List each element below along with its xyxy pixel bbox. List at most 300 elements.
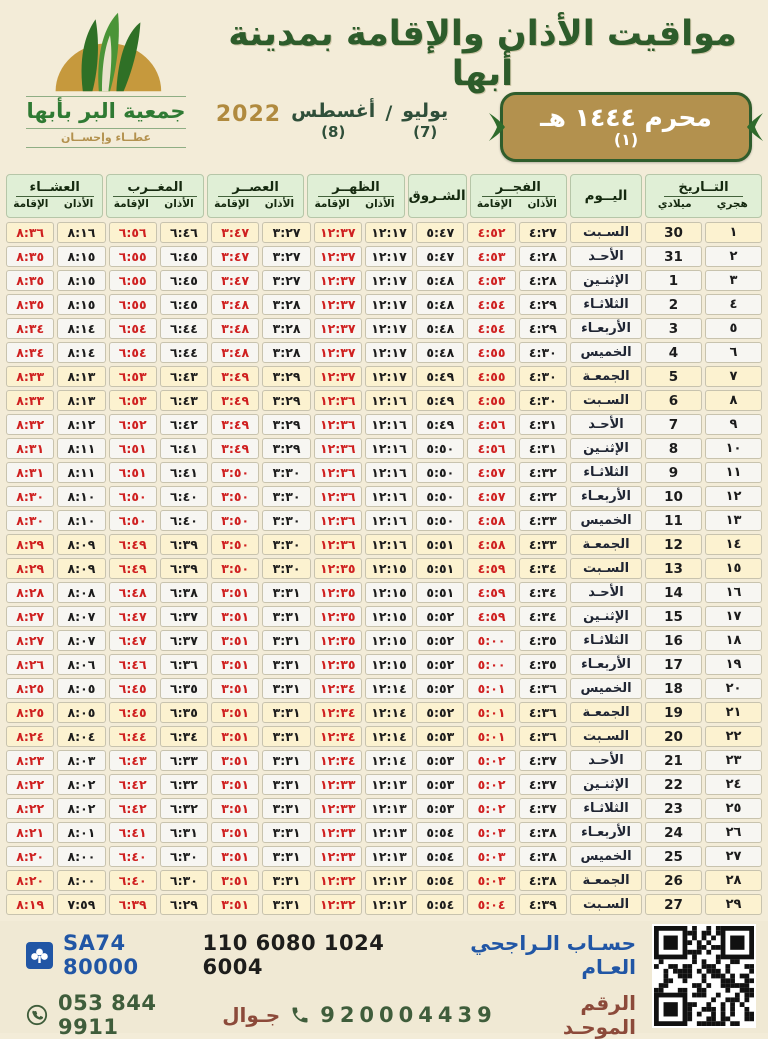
fajr-iqama-cell: ٥:٠١ [467,726,515,747]
asr-adhan-cell: ٣:٣١ [262,606,310,627]
gregorian-date-cell: 2 [645,294,702,315]
isha-adhan-cell: ٨:١٥ [57,294,105,315]
dhuhr-adhan-cell: ١٢:١٧ [365,294,413,315]
table-row [6,246,762,267]
hijri-date-cell: ٢ [705,246,762,267]
asr-adhan-cell: ٣:٣١ [262,774,310,795]
fajr-iqama-cell: ٥:٠٤ [467,894,515,915]
hijri-date-cell: ٢٤ [705,774,762,795]
day-name-cell: الخميس [570,510,642,531]
table-row [6,774,762,795]
shuruq-cell: ٥:٥٠ [416,510,464,531]
fajr-adhan-cell: ٤:٢٩ [519,318,567,339]
isha-iqama-cell: ٨:٢٥ [6,702,54,723]
isha-iqama-cell: ٨:٣٤ [6,318,54,339]
dhuhr-adhan-cell: ١٢:١٦ [365,414,413,435]
isha-iqama-cell: ٨:٢٢ [6,774,54,795]
maghrib-adhan-cell: ٦:٤٣ [160,366,208,387]
fajr-adhan-cell: ٤:٣٣ [519,510,567,531]
day-name-cell: الخميس [570,678,642,699]
hijri-date-cell: ١ [705,222,762,243]
isha-iqama-cell: ٨:٢٢ [6,798,54,819]
gregorian-date-cell: 27 [645,894,702,915]
asr-iqama-cell: ٣:٤٩ [211,414,259,435]
hijri-date-cell: ١٤ [705,534,762,555]
table-row [6,894,762,915]
month-august: أغسطس (8) [291,100,376,141]
months-separator: / [385,102,393,124]
dhuhr-adhan-cell: ١٢:١٧ [365,318,413,339]
asr-adhan-cell: ٣:٣١ [262,654,310,675]
dhuhr-adhan-cell: ١٢:١٢ [365,894,413,915]
dhuhr-adhan-cell: ١٢:١٧ [365,270,413,291]
asr-iqama-cell: ٣:٥١ [211,798,259,819]
asr-adhan-cell: ٣:٣١ [262,822,310,843]
isha-iqama-cell: ٨:٢٨ [6,582,54,603]
maghrib-adhan-cell: ٦:٣٧ [160,630,208,651]
maghrib-iqama-cell: ٦:٥٦ [109,222,157,243]
fajr-adhan-cell: ٤:٣٨ [519,822,567,843]
asr-iqama-cell: ٣:٥١ [211,846,259,867]
day-name-cell: السـبت [570,390,642,411]
dhuhr-iqama-cell: ١٢:٣٢ [314,894,362,915]
shuruq-cell: ٥:٤٩ [416,414,464,435]
gregorian-date-cell: 25 [645,846,702,867]
fajr-iqama-cell: ٤:٥٦ [467,414,515,435]
maghrib-iqama-cell: ٦:٤٩ [109,534,157,555]
dhuhr-iqama-cell: ١٢:٣٦ [314,486,362,507]
isha-iqama-cell: ٨:٢٩ [6,558,54,579]
asr-adhan-cell: ٣:٢٩ [262,366,310,387]
fajr-iqama-cell: ٤:٥٤ [467,318,515,339]
gregorian-date-cell: 22 [645,774,702,795]
asr-adhan-cell: ٣:٢٨ [262,294,310,315]
isha-iqama-cell: ٨:٣١ [6,438,54,459]
asr-adhan-cell: ٣:٣٠ [262,534,310,555]
dhuhr-adhan-cell: ١٢:١٥ [365,582,413,603]
isha-iqama-cell: ٨:٢٧ [6,606,54,627]
gregorian-date-cell: 8 [645,438,702,459]
gregorian-date-cell: 16 [645,630,702,651]
dhuhr-adhan-cell: ١٢:١٦ [365,438,413,459]
maghrib-iqama-cell: ٦:٤٤ [109,726,157,747]
col-subheader-adhan: الأذان [527,198,557,211]
maghrib-iqama-cell: ٦:٥٠ [109,486,157,507]
gregorian-date-cell: 17 [645,654,702,675]
fajr-iqama-cell: ٤:٥٤ [467,294,515,315]
asr-adhan-cell: ٣:٣١ [262,870,310,891]
day-name-cell: الجمعـة [570,870,642,891]
table-row [6,366,762,387]
dhuhr-adhan-cell: ١٢:١٤ [365,726,413,747]
table-row [6,486,762,507]
shuruq-cell: ٥:٥١ [416,558,464,579]
hijri-date-cell: ١٠ [705,438,762,459]
gregorian-date-cell: 4 [645,342,702,363]
gregorian-date-cell: 5 [645,366,702,387]
maghrib-iqama-cell: ٦:٥٢ [109,414,157,435]
fajr-iqama-cell: ٤:٥٧ [467,486,515,507]
asr-adhan-cell: ٣:٣١ [262,630,310,651]
asr-adhan-cell: ٣:٣١ [262,894,310,915]
fajr-iqama-cell: ٥:٠٢ [467,774,515,795]
isha-adhan-cell: ٧:٥٩ [57,894,105,915]
asr-iqama-cell: ٣:٥١ [211,654,259,675]
asr-adhan-cell: ٣:٢٨ [262,318,310,339]
fajr-iqama-cell: ٥:٠٢ [467,750,515,771]
fajr-adhan-cell: ٤:٣٠ [519,342,567,363]
maghrib-adhan-cell: ٦:٣٩ [160,534,208,555]
fajr-adhan-cell: ٤:٣٠ [519,390,567,411]
fajr-adhan-cell: ٤:٣٧ [519,774,567,795]
gregorian-date-cell: 15 [645,606,702,627]
day-name-cell: الثلاثـاء [570,798,642,819]
asr-iqama-cell: ٣:٤٨ [211,342,259,363]
fajr-iqama-cell: ٤:٥٩ [467,558,515,579]
dhuhr-adhan-cell: ١٢:١٣ [365,822,413,843]
col-header-day: اليــوم [570,174,642,218]
fajr-iqama-cell: ٥:٠١ [467,678,515,699]
isha-adhan-cell: ٨:٠١ [57,822,105,843]
dhuhr-iqama-cell: ١٢:٣٢ [314,870,362,891]
fajr-iqama-cell: ٥:٠١ [467,702,515,723]
shuruq-cell: ٥:٥٢ [416,678,464,699]
dhuhr-iqama-cell: ١٢:٣٣ [314,774,362,795]
dhuhr-adhan-cell: ١٢:١٣ [365,798,413,819]
maghrib-iqama-cell: ٦:٥٣ [109,366,157,387]
dhuhr-iqama-cell: ١٢:٣٤ [314,678,362,699]
isha-iqama-cell: ٨:٣٥ [6,294,54,315]
shuruq-cell: ٥:٥٠ [416,438,464,459]
isha-iqama-cell: ٨:٣٣ [6,390,54,411]
gregorian-date-cell: 26 [645,870,702,891]
shuruq-cell: ٥:٥٢ [416,702,464,723]
gregorian-months [198,100,466,160]
fajr-iqama-cell: ٤:٥٩ [467,606,515,627]
hijri-date-cell: ٨ [705,390,762,411]
fajr-adhan-cell: ٤:٢٨ [519,246,567,267]
isha-adhan-cell: ٨:٠٠ [57,846,105,867]
dhuhr-adhan-cell: ١٢:١٢ [365,870,413,891]
gregorian-date-cell: 30 [645,222,702,243]
col-subheader-iqama: الإقامة [13,198,49,211]
maghrib-iqama-cell: ٦:٥٥ [109,294,157,315]
gregorian-date-cell: 19 [645,702,702,723]
gregorian-date-cell: 23 [645,798,702,819]
maghrib-adhan-cell: ٦:٣٣ [160,750,208,771]
shuruq-cell: ٥:٥٢ [416,630,464,651]
fajr-adhan-cell: ٤:٣٤ [519,582,567,603]
fajr-iqama-cell: ٤:٥٥ [467,390,515,411]
day-name-cell: الأربعـاء [570,822,642,843]
fajr-adhan-cell: ٤:٣٦ [519,678,567,699]
isha-adhan-cell: ٨:٠٢ [57,798,105,819]
fajr-iqama-cell: ٥:٠٣ [467,822,515,843]
fajr-adhan-cell: ٤:٣٣ [519,534,567,555]
asr-adhan-cell: ٣:٣٠ [262,462,310,483]
maghrib-iqama-cell: ٦:٤٣ [109,750,157,771]
shuruq-cell: ٥:٥٣ [416,750,464,771]
maghrib-iqama-cell: ٦:٥١ [109,438,157,459]
dhuhr-adhan-cell: ١٢:١٦ [365,462,413,483]
dhuhr-adhan-cell: ١٢:١٤ [365,702,413,723]
dhuhr-adhan-cell: ١٢:١٥ [365,654,413,675]
gregorian-date-cell: 13 [645,558,702,579]
fajr-iqama-cell: ٤:٥٦ [467,438,515,459]
shuruq-cell: ٥:٤٨ [416,318,464,339]
asr-iqama-cell: ٣:٥١ [211,726,259,747]
dhuhr-iqama-cell: ١٢:٣٥ [314,582,362,603]
isha-adhan-cell: ٨:٠٧ [57,630,105,651]
fajr-iqama-cell: ٤:٥٥ [467,366,515,387]
col-subheader-adhan: الأذان [63,198,94,211]
isha-adhan-cell: ٨:١٣ [57,366,105,387]
fajr-adhan-cell: ٤:٣٠ [519,366,567,387]
shuruq-cell: ٥:٤٩ [416,366,464,387]
table-row [6,726,762,747]
hijri-date-cell: ٢٦ [705,822,762,843]
maghrib-iqama-cell: ٦:٥٥ [109,246,157,267]
isha-iqama-cell: ٨:٣٠ [6,486,54,507]
asr-adhan-cell: ٣:٣٠ [262,486,310,507]
asr-iqama-cell: ٣:٥١ [211,822,259,843]
maghrib-adhan-cell: ٦:٢٩ [160,894,208,915]
fajr-adhan-cell: ٤:٣٨ [519,846,567,867]
day-name-cell: الأربعـاء [570,654,642,675]
isha-iqama-cell: ٨:١٩ [6,894,54,915]
hijri-month-badge [500,92,752,162]
hijri-month-label: محرم ١٤٤٤ هـ [540,102,712,132]
isha-adhan-cell: ٨:١٤ [57,318,105,339]
isha-adhan-cell: ٨:١٥ [57,246,105,267]
day-name-cell: السـبت [570,894,642,915]
asr-adhan-cell: ٣:٣١ [262,798,310,819]
table-row [6,510,762,531]
year-label: 2022 [215,102,282,127]
shuruq-cell: ٥:٥٤ [416,822,464,843]
table-row [6,558,762,579]
dhuhr-iqama-cell: ١٢:٣٧ [314,270,362,291]
col-subheader-iqama: الإقامة [214,198,250,211]
isha-iqama-cell: ٨:٣٦ [6,222,54,243]
maghrib-iqama-cell: ٦:٣٩ [109,894,157,915]
day-name-cell: السـبت [570,558,642,579]
table-row [6,654,762,675]
dhuhr-iqama-cell: ١٢:٣٥ [314,606,362,627]
maghrib-adhan-cell: ٦:٣٢ [160,774,208,795]
day-name-cell: الأحـد [570,414,642,435]
qr-code [652,924,756,1028]
day-name-cell: الأحـد [570,750,642,771]
unified-number: 920004439 [320,1003,497,1027]
dhuhr-iqama-cell: ١٢:٣٧ [314,366,362,387]
unified-number-label: الرقم الموحـد [562,991,636,1039]
table-row [6,342,762,363]
asr-iqama-cell: ٣:٤٨ [211,318,259,339]
prayer-times-table [0,174,768,915]
asr-adhan-cell: ٣:٢٧ [262,222,310,243]
gregorian-date-cell: 18 [645,678,702,699]
hijri-date-cell: ١٩ [705,654,762,675]
maghrib-iqama-cell: ٦:٥١ [109,462,157,483]
dhuhr-adhan-cell: ١٢:١٧ [365,342,413,363]
dhuhr-adhan-cell: ١٢:١٥ [365,558,413,579]
maghrib-iqama-cell: ٦:٤٦ [109,654,157,675]
gregorian-date-cell: 1 [645,270,702,291]
dhuhr-iqama-cell: ١٢:٣٥ [314,558,362,579]
asr-adhan-cell: ٣:٣١ [262,702,310,723]
table-row [6,846,762,867]
fajr-adhan-cell: ٤:٢٩ [519,294,567,315]
day-name-cell: الإثنـين [570,438,642,459]
isha-iqama-cell: ٨:٣٠ [6,510,54,531]
day-name-cell: الأربعـاء [570,486,642,507]
dhuhr-iqama-cell: ١٢:٣٣ [314,846,362,867]
table-row [6,534,762,555]
maghrib-adhan-cell: ٦:٤٥ [160,270,208,291]
mobile-number: 053 844 9911 [58,991,157,1039]
fajr-iqama-cell: ٤:٥٨ [467,534,515,555]
maghrib-iqama-cell: ٦:٤١ [109,822,157,843]
shuruq-cell: ٥:٤٨ [416,342,464,363]
dhuhr-iqama-cell: ١٢:٣٧ [314,294,362,315]
dhuhr-adhan-cell: ١٢:١٤ [365,678,413,699]
fajr-iqama-cell: ٤:٥٣ [467,270,515,291]
maghrib-iqama-cell: ٦:٥٠ [109,510,157,531]
dhuhr-iqama-cell: ١٢:٣٧ [314,246,362,267]
isha-adhan-cell: ٨:٠٢ [57,774,105,795]
dhuhr-adhan-cell: ١٢:١٦ [365,486,413,507]
isha-adhan-cell: ٨:١٠ [57,486,105,507]
table-body [6,222,762,915]
asr-iqama-cell: ٣:٤٧ [211,270,259,291]
fajr-adhan-cell: ٤:٣٥ [519,630,567,651]
dhuhr-adhan-cell: ١٢:١٣ [365,846,413,867]
day-name-cell: السـبت [570,222,642,243]
day-name-cell: الخميس [570,846,642,867]
org-name: جمعية البر بأبها [26,96,186,129]
dhuhr-iqama-cell: ١٢:٣٣ [314,798,362,819]
dhuhr-iqama-cell: ١٢:٣٧ [314,318,362,339]
asr-iqama-cell: ٣:٥١ [211,702,259,723]
isha-iqama-cell: ٨:٣٢ [6,414,54,435]
maghrib-adhan-cell: ٦:٤٠ [160,510,208,531]
isha-iqama-cell: ٨:٢٥ [6,678,54,699]
table-row [6,318,762,339]
shuruq-cell: ٥:٥١ [416,582,464,603]
day-name-cell: الإثنـين [570,606,642,627]
table-row [6,798,762,819]
asr-iqama-cell: ٣:٤٩ [211,438,259,459]
dhuhr-iqama-cell: ١٢:٣٤ [314,702,362,723]
asr-adhan-cell: ٣:٢٧ [262,246,310,267]
shuruq-cell: ٥:٥٣ [416,798,464,819]
maghrib-iqama-cell: ٦:٤٧ [109,630,157,651]
table-row [6,582,762,603]
dhuhr-iqama-cell: ١٢:٣٦ [314,414,362,435]
shuruq-cell: ٥:٤٧ [416,246,464,267]
asr-adhan-cell: ٣:٢٧ [262,270,310,291]
shuruq-cell: ٥:٥١ [416,534,464,555]
asr-iqama-cell: ٣:٤٧ [211,246,259,267]
table-row [6,222,762,243]
asr-iqama-cell: ٣:٥٠ [211,462,259,483]
dhuhr-iqama-cell: ١٢:٣٥ [314,654,362,675]
dhuhr-adhan-cell: ١٢:١٣ [365,774,413,795]
col-subheader-hijri: هجري [716,198,748,211]
dhuhr-iqama-cell: ١٢:٣٤ [314,726,362,747]
fajr-iqama-cell: ٤:٥٣ [467,246,515,267]
maghrib-adhan-cell: ٦:٤٤ [160,342,208,363]
fajr-iqama-cell: ٤:٥٢ [467,222,515,243]
maghrib-adhan-cell: ٦:٣٠ [160,870,208,891]
fajr-adhan-cell: ٤:٣٤ [519,558,567,579]
col-subheader-adhan: الأذان [365,198,395,211]
dhuhr-adhan-cell: ١٢:١٧ [365,366,413,387]
isha-adhan-cell: ٨:١١ [57,462,105,483]
dhuhr-adhan-cell: ١٢:١٥ [365,606,413,627]
isha-adhan-cell: ٨:٠٩ [57,534,105,555]
asr-iqama-cell: ٣:٤٩ [211,390,259,411]
fajr-iqama-cell: ٤:٥٥ [467,342,515,363]
isha-adhan-cell: ٨:٠٩ [57,558,105,579]
hijri-date-cell: ١٥ [705,558,762,579]
day-name-cell: الجمعـة [570,366,642,387]
isha-adhan-cell: ٨:٠٧ [57,606,105,627]
footer-contact-lines [26,931,636,1039]
dhuhr-iqama-cell: ١٢:٣٧ [314,342,362,363]
shuruq-cell: ٥:٤٨ [416,294,464,315]
col-header-maghrib: المغــرب الأذان الإقامة [106,174,203,218]
asr-iqama-cell: ٣:٥١ [211,582,259,603]
shuruq-cell: ٥:٥٣ [416,726,464,747]
shuruq-cell: ٥:٥٤ [416,846,464,867]
maghrib-iqama-cell: ٦:٤٥ [109,678,157,699]
asr-iqama-cell: ٣:٥١ [211,870,259,891]
maghrib-iqama-cell: ٦:٤٥ [109,702,157,723]
maghrib-iqama-cell: ٦:٥٥ [109,270,157,291]
maghrib-iqama-cell: ٦:٤٠ [109,870,157,891]
isha-iqama-cell: ٨:٣٣ [6,366,54,387]
maghrib-adhan-cell: ٦:٣٥ [160,678,208,699]
org-tagline: عطــاء وإحســان [26,129,186,148]
col-header-date: التــاريخ هجري ميلادي [645,174,762,218]
fajr-adhan-cell: ٤:٣٢ [519,486,567,507]
page-title: مواقيت الأذان والإقامة بمدينة أبها [228,14,737,95]
hijri-date-cell: ٢٢ [705,726,762,747]
gregorian-date-cell: 24 [645,822,702,843]
fajr-iqama-cell: ٤:٥٨ [467,510,515,531]
dhuhr-adhan-cell: ١٢:١٧ [365,246,413,267]
maghrib-adhan-cell: ٦:٤٤ [160,318,208,339]
isha-adhan-cell: ٨:١٥ [57,270,105,291]
isha-adhan-cell: ٨:٠٥ [57,702,105,723]
asr-adhan-cell: ٣:٢٨ [262,342,310,363]
gregorian-date-cell: 20 [645,726,702,747]
isha-iqama-cell: ٨:٢٤ [6,726,54,747]
day-name-cell: الأحـد [570,246,642,267]
hijri-date-cell: ٤ [705,294,762,315]
hijri-date-cell: ٩ [705,414,762,435]
phone-line [26,991,636,1039]
day-name-cell: الجمعـة [570,534,642,555]
dhuhr-adhan-cell: ١٢:١٦ [365,390,413,411]
shuruq-cell: ٥:٥٠ [416,462,464,483]
table-row [6,294,762,315]
asr-iqama-cell: ٣:٥٠ [211,558,259,579]
isha-adhan-cell: ٨:٠٤ [57,726,105,747]
hijri-date-cell: ٦ [705,342,762,363]
